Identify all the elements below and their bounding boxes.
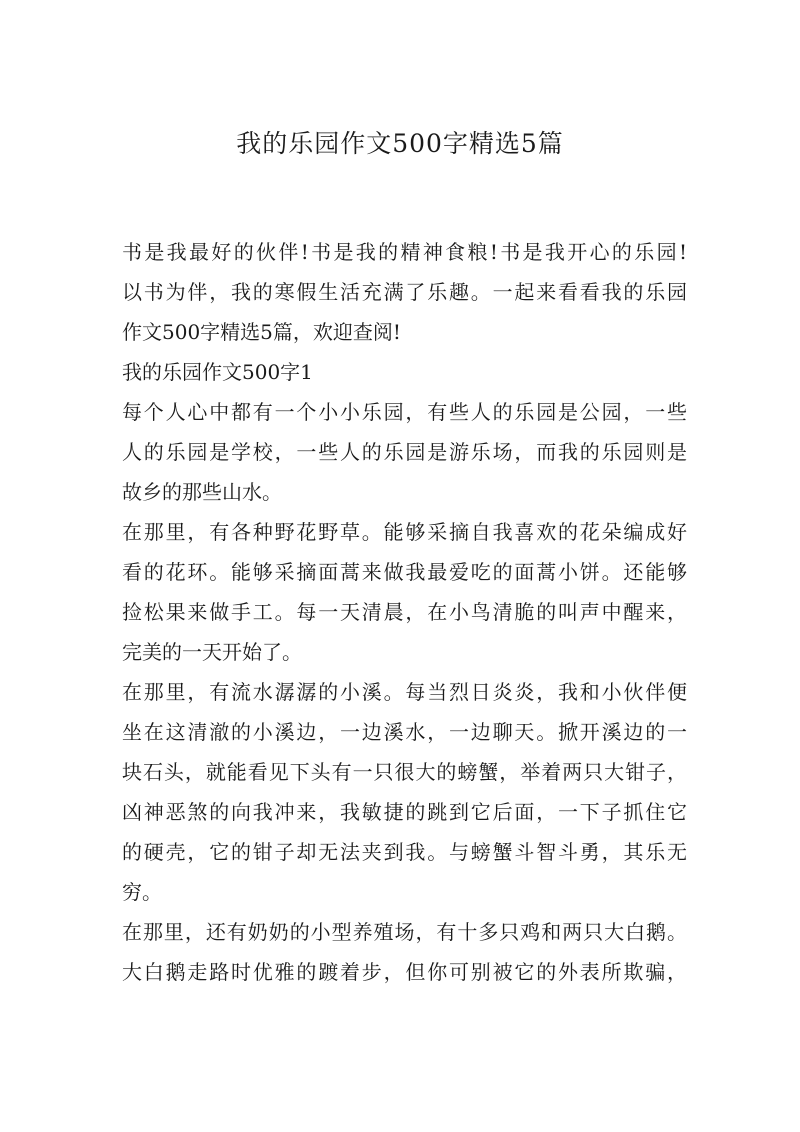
text-line: 凶神恶煞的向我冲来，我敏捷的跳到它后面，一下子抓住它 [122,800,687,824]
text-line: 大白鹅走路时优雅的踱着步，但你可别被它的外表所欺骗， [122,960,687,984]
text-line: 的硬壳，它的钳子却无法夹到我。与螃蟹斗智斗勇，其乐无 [122,840,687,864]
text-line: 穷。 [122,880,162,904]
text-line: 作文500字精选5篇，欢迎查阅! [122,320,401,344]
text-line: 块石头，就能看见下头有一只很大的螃蟹，举着两只大钳子， [122,760,687,784]
document-body [122,232,687,992]
text-line: 捡松果来做手工。每一天清晨，在小鸟清脆的叫声中醒来， [122,600,687,624]
text-line: 看的花环。能够采摘面蒿来做我最爱吃的面蒿小饼。还能够 [122,560,687,584]
text-line: 在那里，还有奶奶的小型养殖场，有十多只鸡和两只大白鹅。 [122,920,687,944]
text-line: 在那里，有各种野花野草。能够采摘自我喜欢的花朵编成好 [122,520,687,544]
text-line: 以书为伴，我的寒假生活充满了乐趣。一起来看看我的乐园 [122,280,687,304]
text-line: 书是我最好的伙伴!书是我的精神食粮!书是我开心的乐园! [122,240,687,264]
text-line: 完美的一天开始了。 [122,640,302,664]
text-line: 我的乐园作文500字1 [122,360,313,384]
text-line: 每个人心中都有一个小小乐园，有些人的乐园是公园，一些 [122,400,687,424]
text-line: 坐在这清澈的小溪边，一边溪水，一边聊天。掀开溪边的一 [122,720,687,744]
text-line: 在那里，有流水潺潺的小溪。每当烈日炎炎，我和小伙伴便 [122,680,687,704]
text-line: 故乡的那些山水。 [122,480,282,504]
document-title: 我的乐园作文500字精选5篇 [236,129,564,158]
text-line: 人的乐园是学校，一些人的乐园是游乐场，而我的乐园则是 [122,440,687,464]
